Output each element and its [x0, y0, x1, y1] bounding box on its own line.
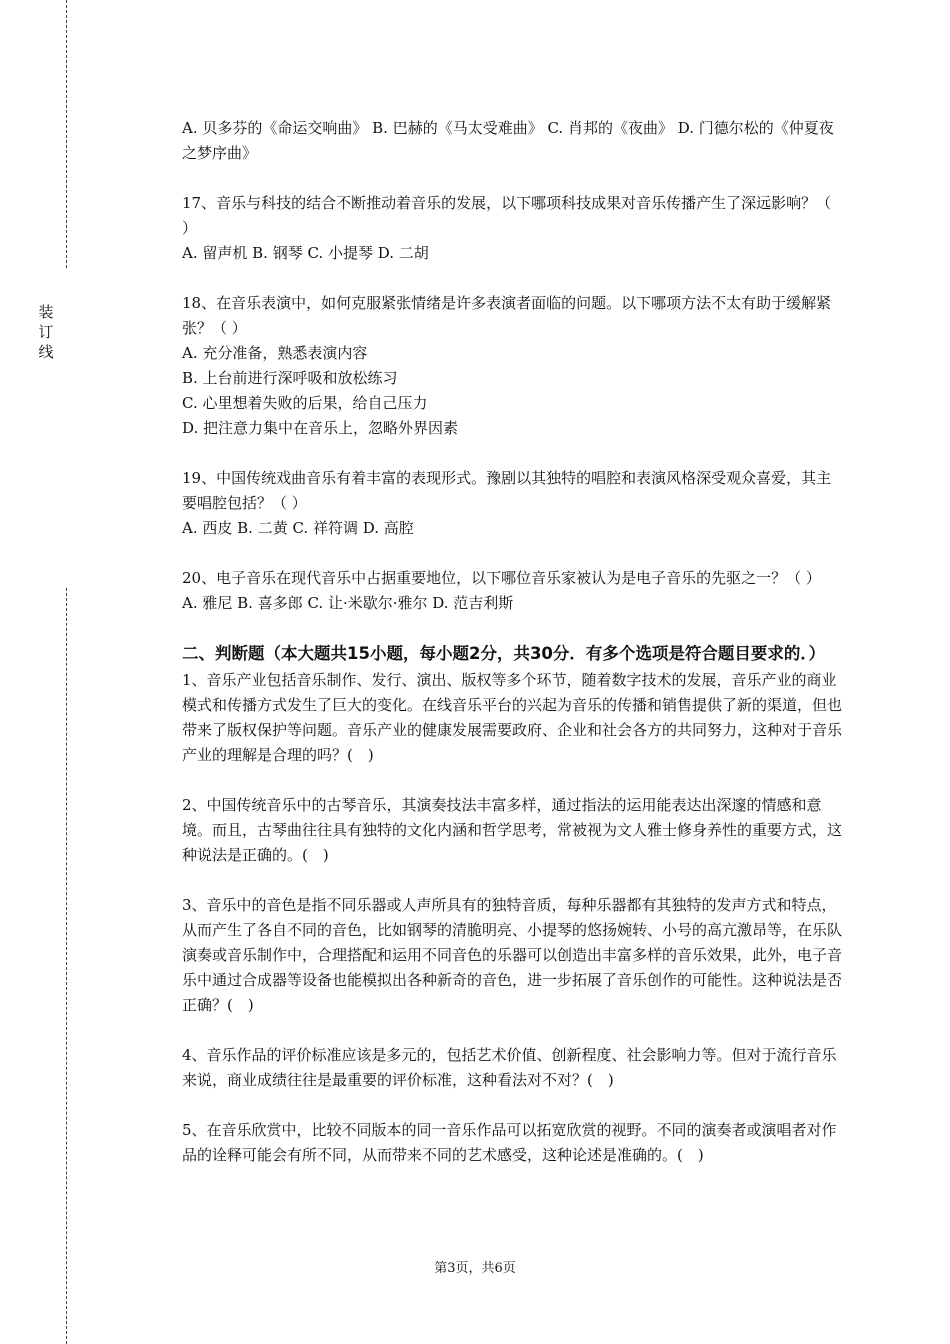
question-16-block	[182, 116, 842, 166]
judgement-4-text: 4、音乐作品的评价标准应该是多元的，包括艺术价值、创新程度、社会影响力等。但对于流行音乐来说，商业成绩往往是最重要的评价标准，这种看法对不对？( )	[182, 1046, 837, 1089]
judgement-1-block	[182, 668, 842, 768]
judgement-2-text: 2、中国传统音乐中的古琴音乐，其演奏技法丰富多样，通过指法的运用能表达出深邃的情感和意境。而且，古琴曲往往具有独特的文化内涵和哲学思考，常被视为文人雅士修身养性的重要方式，这种说法是正确的。( )	[182, 796, 843, 864]
question-17-options: A. 留声机 B. 钢琴 C. 小提琴 D. 二胡	[182, 244, 429, 262]
question-18-option-d: D. 把注意力集中在音乐上，忽略外界因素	[182, 419, 459, 437]
question-18-block	[182, 291, 842, 441]
judgement-3-block	[182, 893, 842, 1018]
judgement-1-text: 1、音乐产业包括音乐制作、发行、演出、版权等多个环节，随着数字技术的发展，音乐产业的商业模式和传播方式发生了巨大的变化。在线音乐平台的兴起为音乐的传播和销售提供了新的渠道，但也带来了版权保护等问题。音乐产业的健康发展需要政府、企业和社会各方的共同努力，这种对于音乐产业的理解是合理的吗？( )	[182, 671, 843, 764]
judgement-4-block	[182, 1043, 842, 1093]
question-18-option-c: C. 心里想着失败的后果，给自己压力	[182, 394, 428, 412]
question-18-stem: 18、在音乐表演中，如何克服紧张情绪是许多表演者面临的问题。以下哪项方法不太有助于缓解紧张？（ ）	[182, 294, 832, 337]
judgement-2-block	[182, 793, 842, 868]
binding-char-2: 订	[38, 323, 54, 341]
question-19-block	[182, 466, 842, 541]
binding-dashed-line-bottom	[66, 588, 67, 1344]
binding-dashed-line-top	[66, 0, 67, 268]
question-20-stem: 20、电子音乐在现代音乐中占据重要地位，以下哪位音乐家被认为是电子音乐的先驱之一？（ ）	[182, 569, 821, 587]
question-16-options: A. 贝多芬的《命运交响曲》 B. 巴赫的《马太受难曲》 C. 肖邦的《夜曲》 D. 门德尔松的《仲夏夜之梦序曲》	[182, 119, 834, 162]
question-17-block	[182, 191, 842, 266]
question-17-stem: 17、音乐与科技的结合不断推动着音乐的发展，以下哪项科技成果对音乐传播产生了深远影响？（ ）	[182, 194, 832, 237]
binding-char-1: 装	[38, 303, 54, 321]
binding-char-3: 线	[38, 343, 54, 361]
question-18-option-b: B. 上台前进行深呼吸和放松练习	[182, 369, 398, 387]
question-19-stem: 19、中国传统戏曲音乐有着丰富的表现形式。豫剧以其独特的唱腔和表演风格深受观众喜爱，其主要唱腔包括？（ ）	[182, 469, 832, 512]
question-19-options: A. 西皮 B. 二黄 C. 祥符调 D. 高腔	[182, 519, 414, 537]
judgement-5-block	[182, 1118, 842, 1168]
judgement-5-text: 5、在音乐欣赏中，比较不同版本的同一音乐作品可以拓宽欣赏的视野。不同的演奏者或演唱者对作品的诠释可能会有所不同，从而带来不同的艺术感受，这种论述是准确的。( )	[182, 1121, 837, 1164]
page-number-footer: 第3页，共6页	[434, 1261, 516, 1276]
judgement-3-text: 3、音乐中的音色是指不同乐器或人声所具有的独特音质，每种乐器都有其独特的发声方式和特点，从而产生了各自不同的音色，比如钢琴的清脆明亮、小提琴的悠扬婉转、小号的高亢激昂等，在乐队演奏或音乐制作中，合理搭配和运用不同音色的乐器可以创造出丰富多样的音乐效果，此外，电子音乐中通过合成器等设备也能模拟出各种新奇的音色，进一步拓展了音乐创作的可能性。这种说法是否正确？( )	[182, 896, 843, 1014]
binding-label	[36, 302, 56, 362]
section-2-title: 二、判断题（本大题共15小题，每小题2分，共30分．有多个选项是符合题目要求的．）	[182, 644, 826, 663]
question-20-block	[182, 566, 842, 616]
question-20-options: A. 雅尼 B. 喜多郎 C. 让·米歇尔·雅尔 D. 范吉利斯	[182, 594, 514, 612]
page-content	[182, 116, 842, 1193]
question-18-option-a: A. 充分准备，熟悉表演内容	[182, 344, 368, 362]
